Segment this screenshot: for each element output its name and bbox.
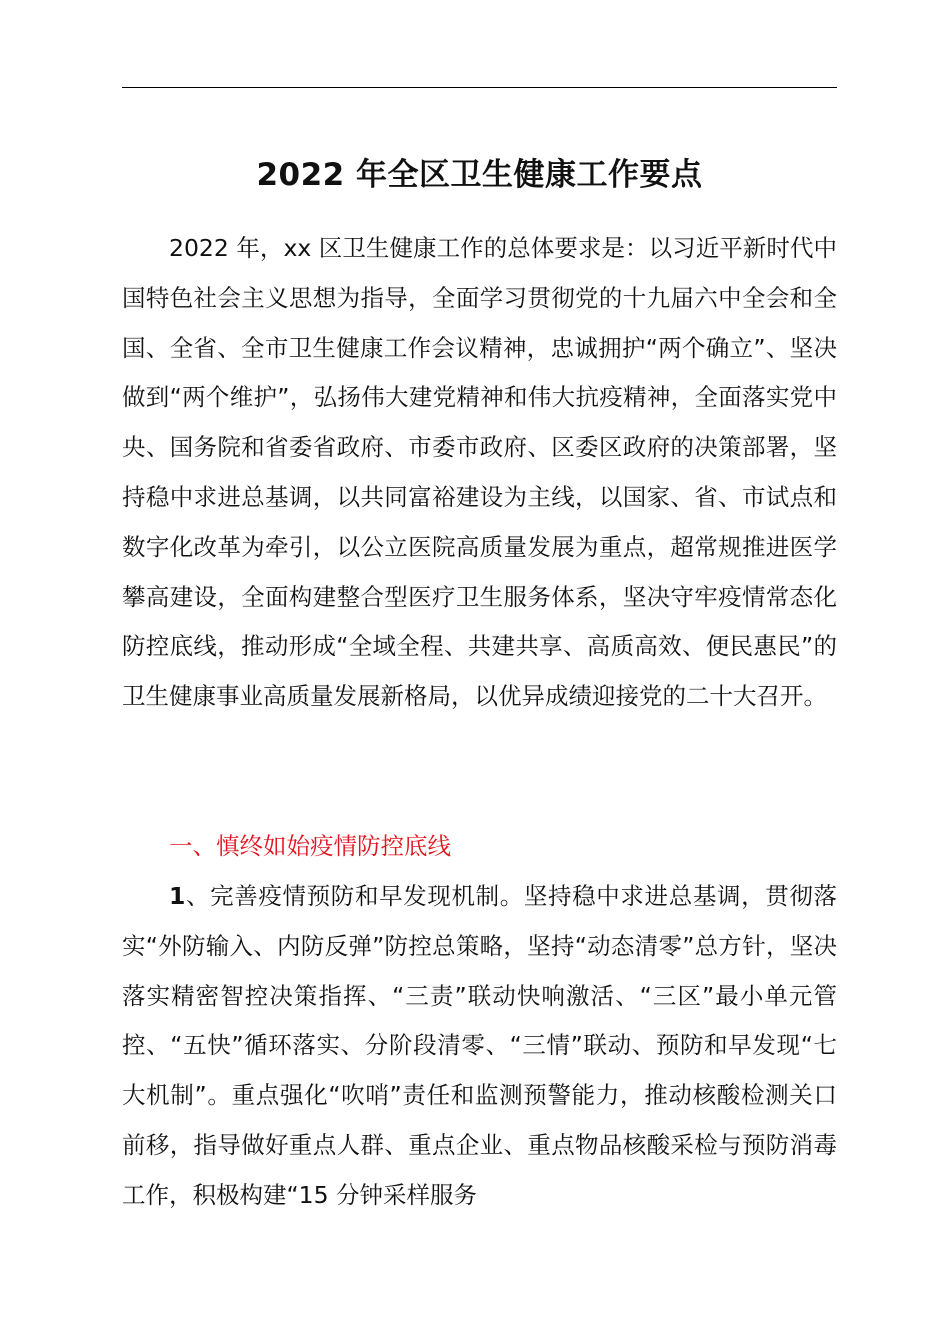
document-title: 2022 年全区卫生健康工作要点	[256, 157, 703, 193]
item-1-text: 、完善疫情预防和早发现机制。坚持稳中求进总基调，贯彻落实“外防输入、内防反弹”防控总策略，坚持“动态清零”总方针，坚决落实精密智控决策指挥、“三责”联动快响激活、“三区”最小单元管控、“五快”循环落实、分阶段清零、“三情”联动、预防和早发现“七大机制”。重点强化“吹哨”责任和监测预警能力，推动核酸检测关口前移，指导做好重点人群、重点企业、重点物品核酸采检与预防消毒工作，积极构建“15 分钟采样服务	[122, 882, 837, 1209]
item-1-paragraph	[122, 872, 837, 1221]
header-rule	[122, 87, 837, 88]
section-heading: 一、慎终如始疫情防控底线	[169, 832, 451, 860]
item-1-number: 1	[169, 882, 186, 910]
intro-paragraph: 2022 年，xx 区卫生健康工作的总体要求是：以习近平新时代中国特色社会主义思想为指导，全面学习贯彻党的十九届六中全会和全国、全省、全市卫生健康工作会议精神，忠诚拥护“两个确立”、坚决做到“两个维护”，弘扬伟大建党精神和伟大抗疫精神，全面落实党中央、国务院和省委省政府、市委市政府、区委区政府的决策部署，坚持稳中求进总基调，以共同富裕建设为主线，以国家、省、市试点和数字化改革为牵引，以公立医院高质量发展为重点，超常规推进医学攀高建设，全面构建整合型医疗卫生服务体系，坚决守牢疫情常态化防控底线，推动形成“全域全程、共建共享、高质高效、便民惠民”的卫生健康事业高质量发展新格局，以优异成绩迎接党的二十大召开。	[122, 234, 837, 711]
